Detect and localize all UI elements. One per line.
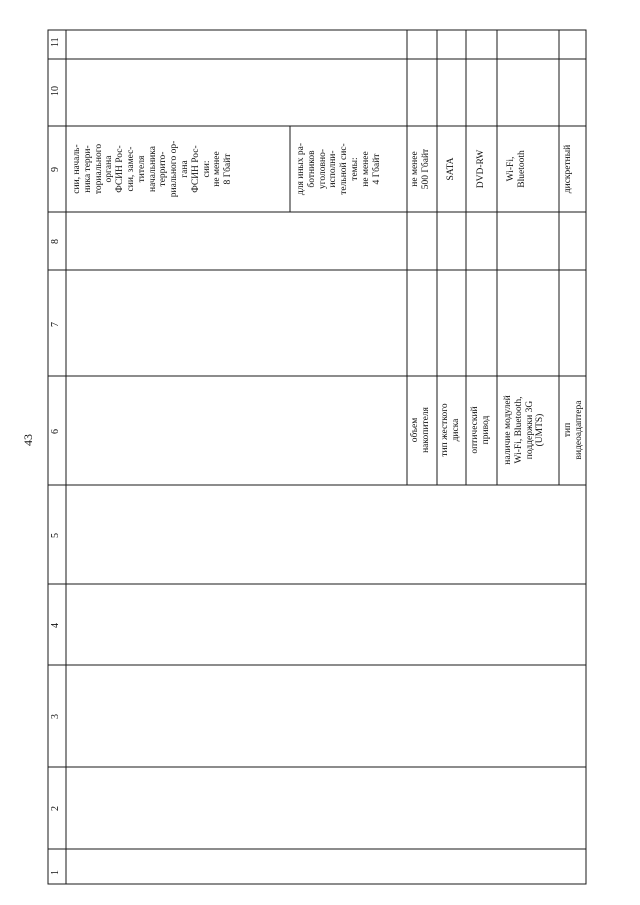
requirement-text: для иных ра- ботников уголовно- исполни- тельной сис- темы: не менее 4 Гбайт (296, 142, 382, 196)
value-cell: дискретный (563, 144, 573, 194)
characteristic-cell: тип жесткого диска (440, 403, 461, 457)
column-number: 8 (50, 239, 61, 244)
column-number: 3 (50, 714, 61, 719)
characteristic-cell: тип видеоадаптера (563, 400, 584, 460)
value-cell: Wi-Fi, Bluetooth (506, 150, 527, 188)
requirement-text: сии, началь- ника терри- ториального органа ФСИН Рос- сии, замес- тителя начальника террито- риального ор- гана ФСИН Рос- сии: не менее 8 Гбайт (72, 140, 234, 198)
column-number: 2 (50, 806, 61, 811)
column-number: 9 (50, 167, 61, 172)
column-number: 10 (50, 86, 61, 96)
column-number: 5 (50, 533, 61, 538)
page-number: 43 (21, 434, 35, 446)
characteristic-cell: наличие модулей Wi-Fi, Bluetooth, поддержки 3G (UMTS) (503, 395, 546, 465)
value-cell: SATA (446, 157, 456, 181)
column-number: 1 (50, 870, 61, 875)
column-number: 6 (50, 429, 61, 434)
column-number: 11 (50, 37, 61, 47)
column-number: 4 (50, 623, 61, 628)
characteristic-cell: оптический привод (470, 406, 491, 454)
column-number: 7 (50, 322, 61, 327)
value-cell: DVD-RW (476, 149, 486, 189)
characteristic-cell: объем накопителя (410, 407, 431, 453)
value-cell: не менее 500 Гбайт (410, 148, 431, 190)
